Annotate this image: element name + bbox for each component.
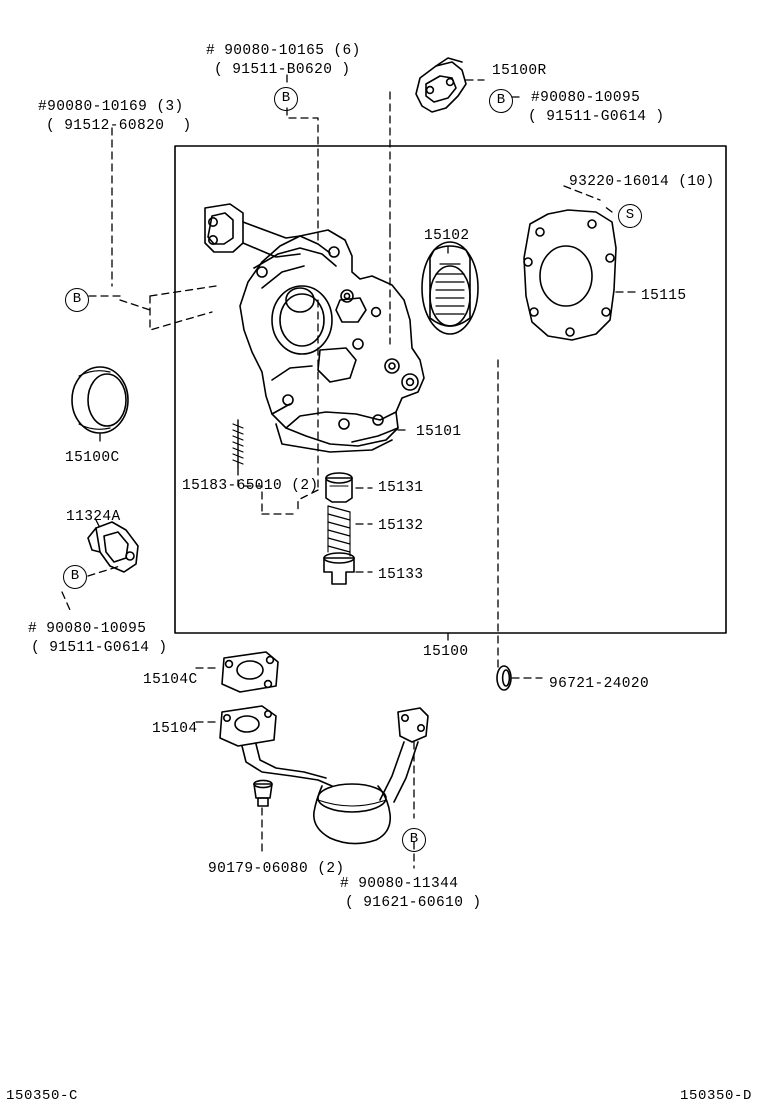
label-91512-60820: ( 91512-60820 ) <box>46 118 192 134</box>
label-15100r: 15100R <box>492 63 547 79</box>
callout-s-1: S <box>618 204 642 228</box>
label-15104c: 15104C <box>143 672 198 688</box>
label-15100: 15100 <box>423 644 469 660</box>
callout-b-4: B <box>63 565 87 589</box>
label-91511-g0614-top: ( 91511-G0614 ) <box>528 109 665 125</box>
label-90080-10095-bottom: # 90080-10095 <box>28 621 147 637</box>
label-90080-11344: # 90080-11344 <box>340 876 459 892</box>
main-frame <box>175 146 726 633</box>
label-15102: 15102 <box>424 228 470 244</box>
relief-valve-group <box>324 473 354 584</box>
label-15101: 15101 <box>416 424 462 440</box>
label-91621-60610: ( 91621-60610 ) <box>345 895 482 911</box>
label-90179-06080: 90179-06080 (2) <box>208 861 345 877</box>
gasket-15104c <box>222 652 278 692</box>
label-15133: 15133 <box>378 567 424 583</box>
label-93220-16014: 93220-16014 (10) <box>569 174 715 190</box>
callout-b-3: B <box>65 288 89 312</box>
label-90080-10095-top: #90080-10095 <box>531 90 641 106</box>
label-15183-65010: 15183-65010 (2) <box>182 478 319 494</box>
rotor-15102 <box>422 242 478 334</box>
label-15132: 15132 <box>378 518 424 534</box>
label-15104: 15104 <box>152 721 198 737</box>
strainer-15104 <box>220 706 428 844</box>
oring-96721 <box>497 666 511 690</box>
stay-11324a <box>88 522 138 572</box>
page-code-left: 150350-C <box>6 1088 79 1104</box>
page-code-right: 150350-D <box>679 1088 752 1104</box>
label-15115: 15115 <box>641 288 687 304</box>
label-15100c: 15100C <box>65 450 120 466</box>
label-90080-10165: # 90080-10165 (6) <box>206 43 361 59</box>
label-11324a: 11324A <box>66 509 121 525</box>
label-91511-g0614-bottom: ( 91511-G0614 ) <box>31 640 168 656</box>
oil-seal-15100c <box>72 367 128 433</box>
label-96721-24020: 96721-24020 <box>549 676 650 692</box>
label-91511-b0620: ( 91511-B0620 ) <box>214 62 351 78</box>
bracket-15100r <box>416 58 466 112</box>
label-15131: 15131 <box>378 480 424 496</box>
callout-b-2: B <box>489 89 513 113</box>
label-90080-10169: #90080-10169 (3) <box>38 99 184 115</box>
callout-b-1: B <box>274 87 298 111</box>
callout-b-5: B <box>402 828 426 852</box>
cover-15115 <box>524 210 616 340</box>
